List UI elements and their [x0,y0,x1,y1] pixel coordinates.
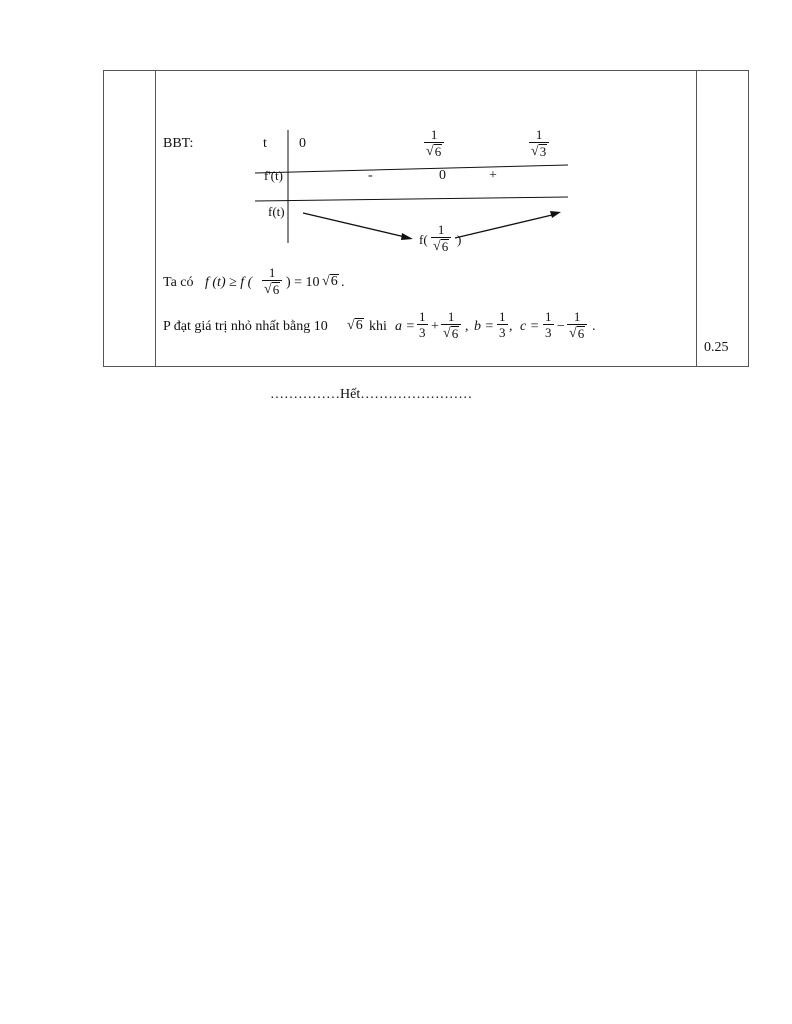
score-value: 0.25 [704,340,729,355]
increasing-arrow-head [550,211,561,218]
table-divider-left [155,70,156,367]
bbt-label: BBT: [163,136,194,151]
ta-co-prefix: Ta có [163,275,194,290]
decreasing-arrow [303,213,405,237]
p-min-sqrt6: √ 6 [347,318,363,333]
ta-co-sqrt6: √ 6 [322,274,338,289]
row-f-label: f(t) [268,204,285,219]
c-fraction-1-over-3: 1 3 [545,309,552,340]
increasing-arrow [455,215,552,238]
ta-co-inequality-right: ) = 10 [286,275,320,290]
decreasing-arrow-head [401,233,413,240]
row-t-label: t [263,136,267,151]
row-f-min-fraction: 1 √ 6 [431,222,451,254]
a-plus: + [431,319,439,334]
table-divider-right [696,70,697,367]
row-t-value-0: 0 [299,136,306,151]
comma-after-b: , [509,319,513,334]
row-fprime-label: f'(t) [264,168,283,183]
end-marker: ……………Hết…………………… [270,387,473,402]
row-fprime-sign-negative: - [368,168,373,183]
a-fraction-1-over-3: 1 3 [419,309,426,340]
p-line-period: . [592,319,596,334]
row-fprime-sign-positive: + [489,168,497,183]
variation-table-row-line-2 [255,197,568,201]
c-equals: c = [520,319,540,334]
row-fprime-zero: 0 [439,168,446,183]
row-f-min-prefix: f( [419,232,428,247]
a-fraction-1-over-sqrt6: 1 √ 6 [441,309,461,341]
b-equals: b = [474,319,494,334]
variation-table-row-line-1 [255,165,568,173]
b-fraction-1-over-3: 1 3 [499,309,506,340]
c-minus: − [557,319,565,334]
row-f-min-suffix: ) [457,232,462,247]
comma-after-a: , [465,319,469,334]
p-min-khi: khi [369,319,387,334]
row-t-value-1-over-sqrt6: 1 √ 6 [424,127,444,159]
c-fraction-1-over-sqrt6: 1 √ 6 [567,309,587,341]
ta-co-inequality-left: f (t) ≥ f ( [205,275,253,290]
row-t-value-1-over-sqrt3: 1 √ 3 [529,127,549,159]
ta-co-period: . [341,275,345,290]
ta-co-fraction: 1 √ 6 [262,265,282,297]
p-min-prefix: P đạt giá trị nhỏ nhất bằng 10 [163,319,328,334]
a-equals: a = [395,319,415,334]
